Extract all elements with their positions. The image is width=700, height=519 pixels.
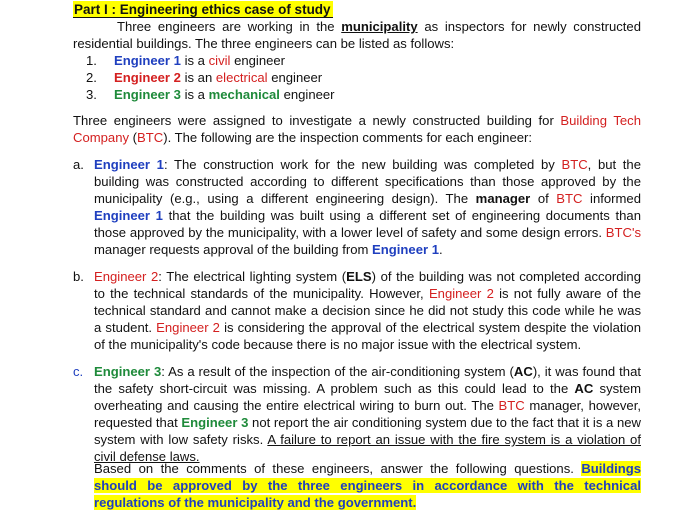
list-text: is an bbox=[180, 70, 216, 85]
text-run: : The construction work for the new building was completed by bbox=[163, 157, 562, 172]
assignment-text-1: Three engineers were assigned to investigate a newly constructed building for bbox=[73, 113, 561, 128]
ac-ref: AC bbox=[574, 381, 594, 396]
list-text: is a bbox=[180, 53, 209, 68]
text-run: . bbox=[439, 242, 443, 257]
comment-a-text bbox=[94, 156, 641, 258]
civil-role: civil bbox=[208, 53, 231, 68]
text-run: informed bbox=[582, 191, 641, 206]
comment-b-text bbox=[94, 268, 641, 353]
engineer-list-item-2 bbox=[86, 69, 335, 86]
assignment-text-2: ( bbox=[129, 130, 138, 145]
company-abbrev: BTC bbox=[137, 130, 164, 145]
marker-c: c. bbox=[73, 364, 84, 379]
intro-text-1: Three engineers are working in the bbox=[117, 19, 342, 34]
els-ref: ELS bbox=[346, 269, 372, 284]
list-number: 2. bbox=[86, 70, 97, 85]
violation-note: A failure to report an issue with the fire system is a violation of civil defense laws. bbox=[94, 432, 641, 464]
comment-c bbox=[73, 363, 641, 465]
text-run: not report the air conditioning system due to the fact that it is a new system with low safety risks. bbox=[94, 415, 641, 447]
text-run: is considering the approval of the electrical system despite the violation of the municipality's code because there is no major issue with the electrical system. bbox=[94, 320, 641, 352]
engineer-list-item-1 bbox=[86, 52, 335, 69]
comment-a bbox=[73, 156, 641, 258]
mechanical-role: mechanical bbox=[208, 87, 280, 102]
text-run: system overheating and causing the entire electrical wiring to burn out. The bbox=[94, 381, 642, 413]
list-number: 3. bbox=[86, 87, 97, 102]
marker-a: a. bbox=[73, 157, 84, 172]
engineer-ref: Engineer 1 bbox=[372, 242, 439, 257]
text-run: , but the building was constructed according to different specifications than those approved by the municipality (e.g., using a different engineering design). The bbox=[94, 157, 641, 206]
company-ref: BTC bbox=[556, 191, 583, 206]
closing-paragraph bbox=[94, 460, 641, 511]
engineer-ref: Engineer 2 bbox=[94, 269, 159, 284]
company-ref: BTC's bbox=[605, 225, 641, 240]
engineer-2-name: Engineer 2 bbox=[114, 70, 181, 85]
list-text: engineer bbox=[230, 53, 286, 68]
engineer-ref: Engineer 1 bbox=[94, 157, 164, 172]
text-run: of bbox=[530, 191, 557, 206]
company-name: Building Tech Company bbox=[73, 113, 641, 145]
text-run: manager requests approval of the building from bbox=[94, 242, 373, 257]
comment-c-text bbox=[94, 363, 641, 465]
text-run: : As a result of the inspection of the air-conditioning system ( bbox=[161, 364, 514, 379]
text-run: ) of the building was not completed according to the technical standards of the municipality. However, bbox=[94, 269, 641, 301]
list-number: 1. bbox=[86, 53, 97, 68]
list-text: engineer bbox=[279, 87, 335, 102]
text-run: manager, however, requested that bbox=[94, 398, 641, 430]
company-ref: BTC bbox=[561, 157, 588, 172]
closing-text: Based on the comments of these engineers, answer the following questions. bbox=[94, 461, 582, 476]
assignment-text-3: ). The following are the inspection comments for each engineer: bbox=[163, 130, 533, 145]
manager-ref: manager bbox=[475, 191, 531, 206]
list-text: engineer bbox=[267, 70, 323, 85]
highlighted-requirement: Buildings should be approved by the three engineers in accordance with the technical regulations of the municipality and the government. bbox=[94, 461, 641, 510]
marker-b: b. bbox=[73, 269, 84, 284]
engineer-ref: Engineer 3 bbox=[181, 415, 249, 430]
engineer-list-item-3 bbox=[86, 86, 335, 103]
engineer-ref: Engineer 2 bbox=[428, 286, 494, 301]
text-run: : The electrical lighting system ( bbox=[158, 269, 347, 284]
engineer-3-name: Engineer 3 bbox=[114, 87, 181, 102]
text-run: ), it was found that the safety short-circuit was missing. A problem such as this could lead to the bbox=[94, 364, 641, 396]
intro-text-2: as inspectors for newly constructed residential buildings. The three engineers can be listed as follows: bbox=[73, 19, 641, 51]
text-run: that the building was built using a different set of engineering documents than those approved by the municipality, with a lower level of safety and some design errors. bbox=[94, 208, 641, 240]
engineer-1-name: Engineer 1 bbox=[114, 53, 181, 68]
comment-b bbox=[73, 268, 641, 353]
company-ref: BTC bbox=[498, 398, 525, 413]
intro-paragraph bbox=[73, 18, 641, 52]
text-run: is not fully aware of the technical standard and cannot make a decision since he did not study this code while he was a student. bbox=[94, 286, 641, 335]
electrical-role: electrical bbox=[215, 70, 268, 85]
list-text: is a bbox=[180, 87, 209, 102]
municipality-term: municipality bbox=[341, 19, 418, 34]
engineer-ref: Engineer 2 bbox=[156, 320, 220, 335]
ac-ref: AC bbox=[513, 364, 533, 379]
assignment-paragraph bbox=[73, 112, 641, 146]
engineer-list bbox=[86, 52, 335, 103]
engineer-ref: Engineer 3 bbox=[94, 364, 162, 379]
engineer-ref: Engineer 1 bbox=[94, 208, 163, 223]
section-title: Part I : Engineering ethics case of study bbox=[74, 2, 331, 17]
